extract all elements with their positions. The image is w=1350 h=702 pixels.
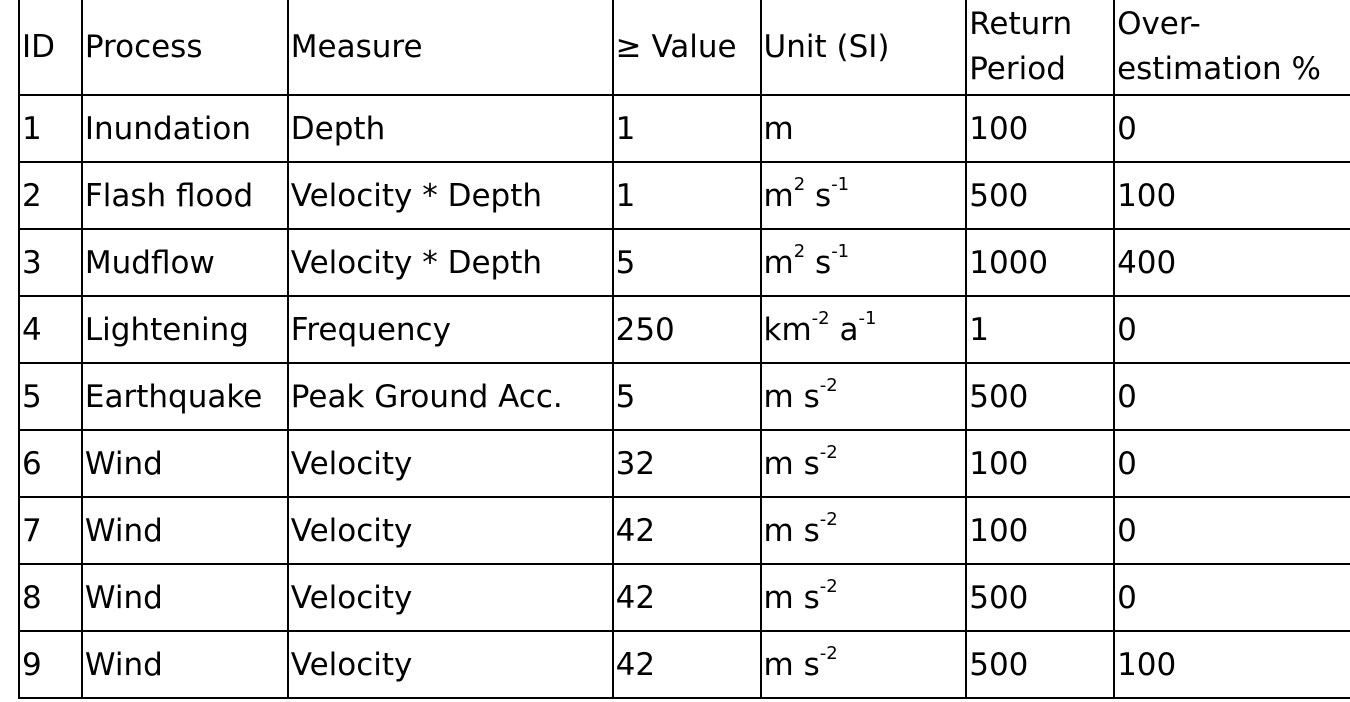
cell-id: 1 — [19, 95, 82, 162]
cell-unit: m $s^{-2}$ — [761, 631, 967, 698]
table-row — [19, 296, 1350, 363]
table-row — [19, 95, 1350, 162]
cell-value: 42 — [613, 564, 761, 631]
cell-process: Wind — [82, 631, 288, 698]
header-overestimation-line2: estimation % — [1117, 51, 1321, 87]
header-return-period-line1: Return — [969, 6, 1073, 42]
cell-return-period: 500 — [966, 162, 1114, 229]
cell-unit: $m^2$ $s^{-1}$ — [761, 162, 967, 229]
cell-unit: m $s^{-2}$ — [761, 363, 967, 430]
cell-overestimation: 0 — [1114, 95, 1350, 162]
header-return-period — [966, 0, 1114, 95]
header-unit — [761, 0, 967, 95]
cell-overestimation: 100 — [1114, 162, 1350, 229]
cell-unit: $km^{-2}$ $a^{-1}$ — [761, 296, 967, 363]
cell-measure: Frequency — [288, 296, 613, 363]
cell-measure: Velocity * Depth — [288, 162, 613, 229]
cell-process: Wind — [82, 430, 288, 497]
cell-value: 32 — [613, 430, 761, 497]
cell-id: 2 — [19, 162, 82, 229]
cell-overestimation: 0 — [1114, 430, 1350, 497]
header-value — [613, 0, 761, 95]
cell-process: Flash flood — [82, 162, 288, 229]
cell-id: 3 — [19, 229, 82, 296]
header-measure-label: Measure — [290, 29, 423, 65]
cell-return-period: 500 — [966, 564, 1114, 631]
cell-unit: m — [761, 95, 967, 162]
cell-process: Inundation — [82, 95, 288, 162]
cell-process: Wind — [82, 564, 288, 631]
cell-overestimation: 400 — [1114, 229, 1350, 296]
table-row — [19, 229, 1350, 296]
header-value-label: ≥ Value — [615, 29, 737, 65]
cell-process: Lightening — [82, 296, 288, 363]
cell-return-period: 100 — [966, 497, 1114, 564]
cell-measure: Velocity * Depth — [288, 229, 613, 296]
table-row — [19, 497, 1350, 564]
header-measure — [288, 0, 613, 95]
cell-id: 8 — [19, 564, 82, 631]
cell-overestimation: 0 — [1114, 497, 1350, 564]
cell-overestimation: 0 — [1114, 296, 1350, 363]
cell-unit: m $s^{-2}$ — [761, 497, 967, 564]
cell-id: 4 — [19, 296, 82, 363]
cell-return-period: 500 — [966, 363, 1114, 430]
cell-value: 42 — [613, 631, 761, 698]
cell-unit: m $s^{-2}$ — [761, 564, 967, 631]
cell-return-period: 1 — [966, 296, 1114, 363]
cell-id: 6 — [19, 430, 82, 497]
cell-return-period: 100 — [966, 95, 1114, 162]
cell-process: Earthquake — [82, 363, 288, 430]
table-row — [19, 162, 1350, 229]
header-id-label: ID — [22, 29, 56, 65]
cell-value: 42 — [613, 497, 761, 564]
cell-id: 5 — [19, 363, 82, 430]
cell-overestimation: 100 — [1114, 631, 1350, 698]
cell-id: 9 — [19, 631, 82, 698]
cell-measure: Depth — [288, 95, 613, 162]
cell-return-period: 100 — [966, 430, 1114, 497]
cell-process: Wind — [82, 497, 288, 564]
table-row — [19, 430, 1350, 497]
cell-measure: Peak Ground Acc. — [288, 363, 613, 430]
table-row — [19, 631, 1350, 698]
cell-overestimation: 0 — [1114, 363, 1350, 430]
cell-value: 1 — [613, 95, 761, 162]
header-process — [82, 0, 288, 95]
cell-id: 7 — [19, 497, 82, 564]
table-header-row — [19, 0, 1350, 95]
hazard-table-container — [18, 0, 1350, 699]
table-row — [19, 363, 1350, 430]
cell-overestimation: 0 — [1114, 564, 1350, 631]
cell-value: 5 — [613, 363, 761, 430]
cell-unit: m $s^{-2}$ — [761, 430, 967, 497]
hazard-thresholds-table — [18, 0, 1350, 699]
cell-measure: Velocity — [288, 430, 613, 497]
cell-process: Mudflow — [82, 229, 288, 296]
cell-unit: $m^2$ $s^{-1}$ — [761, 229, 967, 296]
table-row — [19, 564, 1350, 631]
header-overestimation — [1114, 0, 1350, 95]
cell-return-period: 1000 — [966, 229, 1114, 296]
cell-measure: Velocity — [288, 497, 613, 564]
header-return-period-line2: Period — [969, 51, 1066, 87]
header-process-label: Process — [84, 29, 203, 65]
cell-value: 1 — [613, 162, 761, 229]
header-id — [19, 0, 82, 95]
cell-return-period: 500 — [966, 631, 1114, 698]
cell-measure: Velocity — [288, 564, 613, 631]
header-unit-label: Unit (SI) — [763, 29, 890, 65]
cell-value: 250 — [613, 296, 761, 363]
table-body — [19, 95, 1350, 698]
cell-measure: Velocity — [288, 631, 613, 698]
cell-value: 5 — [613, 229, 761, 296]
header-overestimation-line1: Over- — [1117, 6, 1201, 42]
